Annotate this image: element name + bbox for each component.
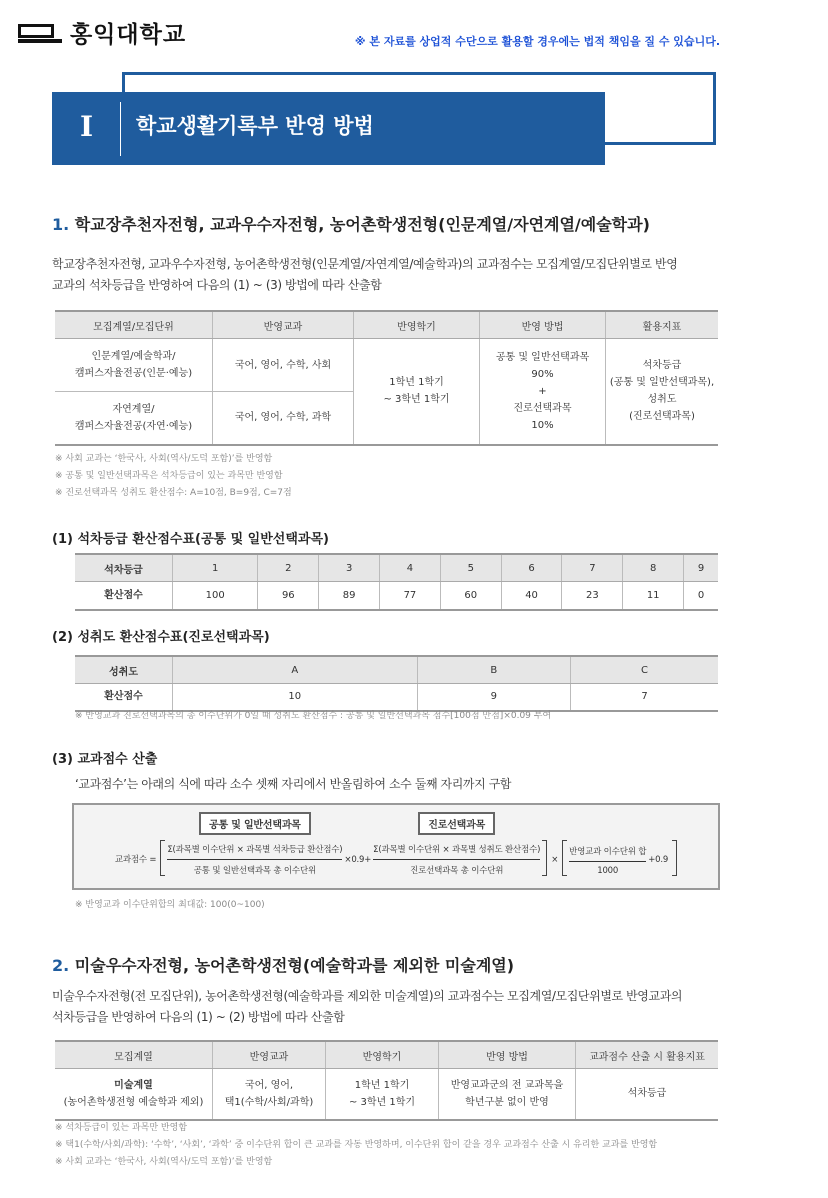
unit-cell [55,392,213,445]
note: ※ 석차등급이 있는 과목만 반영함 [55,1123,188,1133]
paragraph-line: 석차등급을 반영하여 다음의 (1) ~ (2) 방법에 따라 산출함 [52,1010,345,1024]
note: ※ 사회 교과는 ‘한국사, 사회(역사/도덕 포함)’를 반영함 [55,1157,273,1167]
cell-line: 1학년 1학기 [354,1079,410,1091]
section-title: 미술우수자전형, 농어촌학생전형(예술학과를 제외한 미술계열) [74,956,515,975]
bracket-close [542,840,547,876]
subsection-3-title: (3) 교과점수 산출 [52,752,158,767]
numerator: Σ(과목별 이수단위 × 과목별 성취도 환산점수) [373,845,541,855]
score: 7 [571,684,718,711]
semester-cell [354,339,480,445]
table-2 [55,1040,718,1121]
cell-line: 택1(수학/사회/과학) [224,1096,314,1108]
subsection-1-title: (1) 석차등급 환산점수표(공통 및 일반선택과목) [52,532,329,547]
subsection-3-desc: ‘교과점수’는 아래의 식에 따라 소수 셋째 자리에서 반올림하여 소수 둘째 자리까지 구함 [75,777,512,791]
formula-lhs: 교과점수 = [114,855,157,865]
numerator: Σ(과목별 이수단위 × 과목별 석차등급 환산점수) [167,845,343,855]
fraction-units [569,845,646,876]
subjects-cell: 국어, 영어, 수학, 과학 [213,392,354,445]
grade: 3 [319,554,380,582]
paragraph-line: 학교장추천자전형, 교과우수자전형, 농어촌학생전형(인문계열/자연계열/예술학과)의 교과점수는 모집계열/모집단위별로 반영 [52,257,678,271]
row-label: 환산점수 [75,684,173,711]
cell-line: 10% [531,419,554,431]
plus-constant: +0.9 [648,855,669,865]
table-header: 반영학기 [326,1041,439,1069]
times: × [551,855,559,865]
subsection-2-title: (2) 성취도 환산점수표(진로선택과목) [52,630,270,645]
cell-line: 국어, 영어, [244,1079,294,1091]
grade: 9 [684,554,718,582]
denominator: 1000 [597,866,619,876]
grade: 2 [258,554,319,582]
cell-line: 반영교과군의 전 교과목을 [450,1079,564,1091]
score: 10 [173,684,418,711]
section-2-heading [52,953,514,976]
denominator: 공통 및 일반선택과목 총 이수단위 [193,866,316,876]
cell-line: + [538,385,547,397]
table-header: 반영교과 [213,311,354,339]
disclaimer: ※ 본 자료를 상업적 수단으로 활용할 경우에는 법적 책임을 질 수 있습니다. [354,35,720,48]
table-header: 반영 방법 [480,311,606,339]
subjects-cell [213,1069,326,1120]
logo-text: 홍익대학교 [70,22,187,48]
achievement-score-table [75,655,718,712]
score: 77 [380,582,441,610]
grade: B [417,656,570,684]
cell-line: 1학년 1학기 [389,377,444,389]
cell-line: 미술계열 [114,1079,153,1091]
fraction-general [167,843,342,876]
notes [55,1120,657,1171]
note: ※ 택1(수학/사회/과학): ‘수학’, ‘사회’, ‘과학’ 중 이수단위 합이 큰 교과를 자동 반영하며, 이수단위 합이 같을 경우 교과점수 산출 시 유리한 교과를 반영함 [55,1140,658,1150]
section-1-heading [52,212,650,235]
cell-line: ~ 3학년 1학기 [383,394,450,406]
cell-line: 인문계열/예술학과/ [91,351,176,362]
score: 40 [501,582,562,610]
section-number: 2. [52,956,70,975]
multiplier: ×0.9+ [344,855,372,865]
formula-label-career: 진로선택과목 [418,812,495,835]
score: 23 [562,582,623,610]
chapter-banner [52,92,605,165]
table-header: 반영교과 [213,1041,326,1069]
score: 100 [173,582,258,610]
note: ※ 사회 교과는 ‘한국사, 사회(역사/도덕 포함)’를 반영함 [55,454,273,464]
table-header: 모집계열 [55,1041,213,1069]
divider [120,102,121,156]
grade: A [173,656,418,684]
table-1 [55,310,718,446]
cell-line: 석차등급 [642,360,682,372]
grade: 5 [440,554,501,582]
method-cell [480,339,606,445]
logo-mark-icon [18,22,62,44]
general-column [167,812,342,876]
grade: 1 [173,554,258,582]
cell-line: 학년구분 없이 반영 [465,1096,549,1108]
table-row [55,1069,718,1120]
grade: 4 [380,554,441,582]
score: 60 [440,582,501,610]
bracket-open [160,840,165,876]
cell-line: 캠퍼스자율전공(인문·예능) [74,368,193,379]
cell-line: 성취도 [647,394,677,406]
cell-line: 캠퍼스자율전공(자연·예능) [74,420,193,432]
grade: C [571,656,718,684]
subjects-cell: 국어, 영어, 수학, 사회 [213,339,354,392]
method-cell [439,1069,576,1120]
note: ※ 반영교과 이수단위합의 최대값: 100(0~100) [75,900,265,910]
note: ※ 반영교과 진로선택과목의 총 이수단위가 0일 때 성취도 환산점수 : 공통 및 일반선택과목 점수[100점 만점]×0.09 부여 [75,711,552,721]
grade-score-table [75,553,718,611]
cell-line: 90% [531,368,554,380]
grade: 8 [623,554,684,582]
notes [55,451,292,502]
score: 11 [623,582,684,610]
cell-line: (진로선택과목) [629,411,695,423]
career-column [373,812,540,876]
note: ※ 진로선택과목 성취도 환산점수: A=10점, B=9점, C=7점 [55,488,292,498]
section-2-paragraph [52,986,682,1028]
chapter-number: I [80,110,94,143]
grade: 6 [501,554,562,582]
score: 96 [258,582,319,610]
table-header: 교과점수 산출 시 활용지표 [576,1041,719,1069]
cell-line: (농어촌학생전형 예술학과 제외) [63,1096,204,1108]
cell-line: (공통 및 일반선택과목), [609,377,715,389]
cell-line: 공통 및 일반선택과목 [495,351,590,363]
index-cell: 석차등급 [576,1069,719,1120]
paragraph-line: 교과의 석차등급을 반영하여 다음의 (1) ~ (3) 방법에 따라 산출함 [52,278,382,292]
score: 0 [684,582,718,610]
fraction-career [373,843,540,876]
note: ※ 공통 및 일반선택과목은 석차등급이 있는 과목만 반영함 [55,471,283,481]
unit-cell [55,339,213,392]
grade: 7 [562,554,623,582]
denominator: 진로선택과목 총 이수단위 [410,866,504,876]
cell-line: 진로선택과목 [513,402,572,414]
row-label: 환산점수 [75,582,173,610]
table-header: 모집계열/모집단위 [55,311,213,339]
table-header: 활용지표 [606,311,719,339]
chapter-title: 학교생활기록부 반영 방법 [136,114,374,138]
row-label: 성취도 [75,656,173,684]
table-header: 반영 방법 [439,1041,576,1069]
bracket-open [562,840,567,876]
semester-cell [326,1069,439,1120]
formula-label-general: 공통 및 일반선택과목 [199,812,311,835]
cell-line: ~ 3학년 1학기 [348,1096,416,1108]
section-title: 학교장추천자전형, 교과우수자전형, 농어촌학생전형(인문계열/자연계열/예술학과) [74,215,650,234]
bracket-close [672,840,677,876]
table-header: 반영학기 [354,311,480,339]
section-number: 1. [52,215,70,234]
paragraph-line: 미술우수자전형(전 모집단위), 농어촌학생전형(예술학과를 제외한 미술계열)의 교과점수는 모집계열/모집단위별로 반영교과의 [52,989,683,1003]
numerator: 반영교과 이수단위 합 [569,847,647,857]
cell-line: 자연계열/ [112,403,155,415]
score: 9 [417,684,570,711]
row-label: 석차등급 [75,554,173,582]
formula-box [72,803,720,890]
university-logo [18,16,186,49]
table-row [55,339,718,392]
section-1-paragraph [52,254,677,296]
index-cell [606,339,719,445]
score: 89 [319,582,380,610]
unit-cell [55,1069,213,1120]
